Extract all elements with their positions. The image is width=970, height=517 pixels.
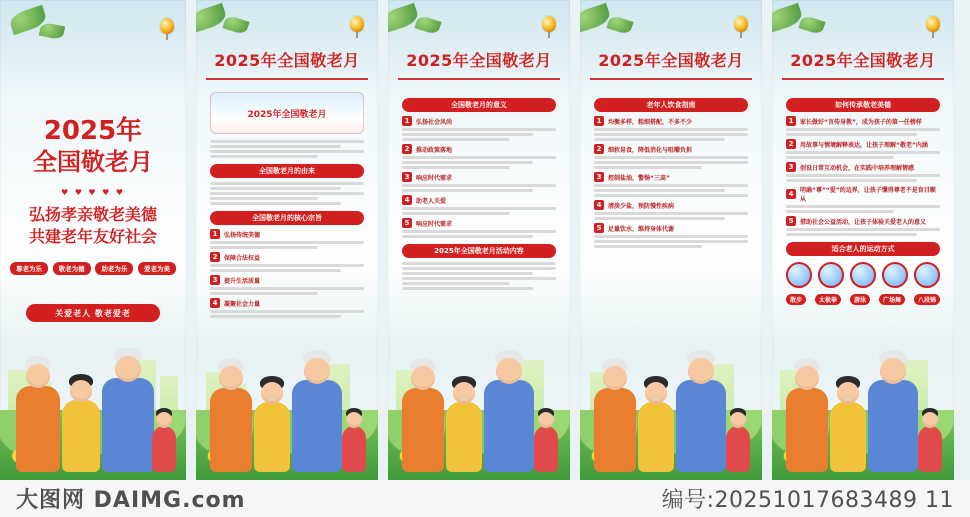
- paragraph: [786, 128, 940, 136]
- bullet-item: [402, 116, 556, 126]
- poster-title: 全国敬老月: [33, 148, 153, 176]
- paragraph: [210, 310, 364, 318]
- bullet-item: [594, 223, 748, 233]
- sports-image-row: [786, 262, 940, 288]
- bullet-item: [402, 172, 556, 182]
- bullet-number: 1: [594, 116, 604, 126]
- bullet-text: 均衡多样，粗细搭配，不多不少: [608, 118, 693, 126]
- bullet-item: [210, 252, 364, 262]
- section-heading: 全国敬老月的由来: [210, 164, 364, 178]
- sport-label: 广场舞: [879, 294, 905, 305]
- family-illustration: [782, 342, 944, 472]
- bullet-item: [594, 116, 748, 126]
- leaf-icon: [798, 15, 825, 36]
- leaf-icon: [606, 15, 633, 36]
- sport-image: [882, 262, 908, 288]
- sport-label: 太极拳: [815, 294, 841, 305]
- activity-list: [402, 262, 556, 290]
- family-illustration: [398, 342, 560, 472]
- sports-label-row: [786, 294, 940, 305]
- sport-image: [850, 262, 876, 288]
- poster-panel-4: [580, 0, 762, 480]
- bullet-item: [210, 229, 364, 239]
- paragraph: [786, 151, 940, 159]
- family-illustration: [590, 342, 752, 472]
- section-heading: 全国敬老月的核心宗旨: [210, 211, 364, 225]
- sport-label: 游泳: [850, 294, 870, 305]
- bullet-text: 响应时代需求: [416, 174, 453, 182]
- poster-panel-5: [772, 0, 954, 480]
- panel-content: [594, 92, 748, 352]
- balloon-icon: [926, 16, 940, 32]
- bullet-text: 助老人关爱: [416, 197, 447, 205]
- bullet-text: 清淡少盐，预防慢性疾病: [608, 202, 675, 210]
- bullet-number: 5: [594, 223, 604, 233]
- family-illustration: [10, 342, 176, 472]
- paragraph: [402, 207, 556, 215]
- sport-image: [818, 262, 844, 288]
- bullet-number: 5: [402, 218, 412, 228]
- bullet-item: [594, 200, 748, 210]
- sport-label: 八段锦: [914, 294, 940, 305]
- paragraph: [210, 287, 364, 295]
- panel-content: [210, 92, 364, 352]
- sport-image: [786, 262, 812, 288]
- bullet-text: 凝聚社会力量: [224, 300, 261, 308]
- bullet-item: [210, 298, 364, 308]
- watermark-bar: [0, 480, 970, 517]
- sport-image: [914, 262, 940, 288]
- bullet-number: 4: [210, 298, 220, 308]
- bullet-item: [594, 172, 748, 182]
- title-divider: [782, 78, 944, 80]
- bullet-number: 1: [786, 116, 796, 126]
- paragraph: [210, 140, 364, 158]
- bullet-item: [786, 116, 940, 126]
- banner-image: [210, 92, 364, 134]
- paragraph: [786, 205, 940, 213]
- panel-title: 2025年全国敬老月: [214, 51, 360, 70]
- bullet-number: 2: [594, 144, 604, 154]
- tag-row: [10, 262, 176, 275]
- tag: 爱老为美: [138, 262, 176, 275]
- bullet-number: 4: [594, 200, 604, 210]
- balloon-icon: [160, 18, 174, 34]
- panel-title: 2025年全国敬老月: [406, 51, 552, 70]
- bullet-text: 控制盐油，警惕“三高”: [608, 174, 670, 182]
- tag: 敬老为德: [53, 262, 91, 275]
- leaf-icon: [222, 15, 249, 36]
- hearts-decoration: ♥ ♥ ♥ ♥ ♥: [60, 188, 126, 197]
- bullet-text: 足量饮水，维持身体代谢: [608, 225, 675, 233]
- bullet-number: 2: [210, 252, 220, 262]
- balloon-icon: [734, 16, 748, 32]
- tag: 助老为乐: [95, 262, 133, 275]
- bullet-text: 借助社会公益活动，让孩子体验关爱老人的意义: [800, 218, 927, 226]
- title-divider: [398, 78, 560, 80]
- bullet-text: 保障合法权益: [224, 254, 261, 262]
- paragraph: [594, 235, 748, 248]
- bullet-number: 1: [402, 116, 412, 126]
- paragraph: [594, 212, 748, 220]
- bullet-number: 1: [210, 229, 220, 239]
- paragraph: [402, 156, 556, 169]
- paragraph: [210, 182, 364, 205]
- bullet-item: [402, 144, 556, 154]
- paragraph: [210, 241, 364, 249]
- poster-panel-3: [388, 0, 570, 480]
- section-heading: 2025年全国敬老月活动内容: [402, 244, 556, 258]
- paragraph: [786, 174, 940, 182]
- tag: 尊老为乐: [10, 262, 48, 275]
- bullet-number: 2: [786, 139, 796, 149]
- section-heading: 全国敬老月的意义: [402, 98, 556, 112]
- sport-label: 散步: [786, 294, 806, 305]
- bullet-text: 家长做好“言传身教”，成为孩子的第一任榜样: [800, 118, 922, 126]
- bullet-item: [786, 139, 940, 149]
- section-heading: 如何传承敬老美德: [786, 98, 940, 112]
- watermark-left: 大图网 DAIMG.com: [16, 488, 246, 513]
- bullet-text: 细软易食，降低消化与咀嚼负担: [608, 146, 693, 154]
- bullet-text: 创设日常互动机会，在实践中培养理解情感: [800, 164, 915, 172]
- family-illustration: [206, 342, 368, 472]
- bullet-text: 用故事与情境解释表达，让孩子理解“敬老”内涵: [800, 141, 928, 149]
- bullet-text: 推动政策落地: [416, 146, 453, 154]
- bullet-item: [786, 216, 940, 226]
- bullet-number: 2: [402, 144, 412, 154]
- slogan-line-1: 弘扬孝亲敬老美德: [28, 205, 157, 224]
- bullet-number: 3: [594, 172, 604, 182]
- bullet-text: 弘扬社会风尚: [416, 118, 453, 126]
- panel-content: [786, 92, 940, 352]
- slogan-line-2: 共建老年友好社会: [28, 227, 157, 246]
- paragraph: [402, 184, 556, 192]
- bullet-number: 5: [786, 216, 796, 226]
- paragraph: [786, 228, 940, 236]
- bullet-number: 4: [786, 189, 796, 199]
- bullet-text: 明确“尊”“爱”的边界，让孩子懂得尊老不是盲目顺从: [800, 187, 936, 203]
- paragraph: [594, 128, 748, 141]
- balloon-icon: [542, 16, 556, 32]
- bullet-number: 3: [786, 162, 796, 172]
- bullet-text: 弘扬传统美德: [224, 231, 261, 239]
- paragraph: [594, 184, 748, 197]
- leaf-icon: [414, 15, 441, 36]
- bullet-item: [786, 162, 940, 172]
- cta-banner: 关爱老人 敬老爱老: [26, 304, 160, 322]
- paragraph: [402, 230, 556, 238]
- bullet-item: [402, 218, 556, 228]
- section-heading: 适合老人的运动方式: [786, 242, 940, 256]
- paragraph: [402, 128, 556, 141]
- bullet-item: [210, 275, 364, 285]
- paragraph: [210, 264, 364, 272]
- panel-content: [402, 92, 556, 352]
- balloon-icon: [350, 16, 364, 32]
- bullet-item: [402, 195, 556, 205]
- paragraph: [594, 156, 748, 169]
- panel-title: 2025年全国敬老月: [790, 51, 936, 70]
- watermark-right: 编号:20251017683489 11: [661, 488, 954, 513]
- banner-title: 2025年全国敬老月: [247, 110, 327, 120]
- panel-title: 2025年全国敬老月: [598, 51, 744, 70]
- bullet-text: 响应时代需求: [416, 220, 453, 228]
- bullet-number: 4: [402, 195, 412, 205]
- bullet-number: 3: [402, 172, 412, 182]
- poster-panel-1: [0, 0, 186, 480]
- leaf-icon: [39, 22, 65, 41]
- section-heading: 老年人饮食指南: [594, 98, 748, 112]
- slogan: [10, 204, 176, 248]
- bullet-text: 提升生活质量: [224, 277, 261, 285]
- title-divider: [206, 78, 368, 80]
- poster-year: 2025年: [43, 116, 143, 146]
- poster-panel-2: [196, 0, 378, 480]
- bullet-number: 3: [210, 275, 220, 285]
- bullet-item: [594, 144, 748, 154]
- bullet-item: [786, 185, 940, 203]
- title-divider: [590, 78, 752, 80]
